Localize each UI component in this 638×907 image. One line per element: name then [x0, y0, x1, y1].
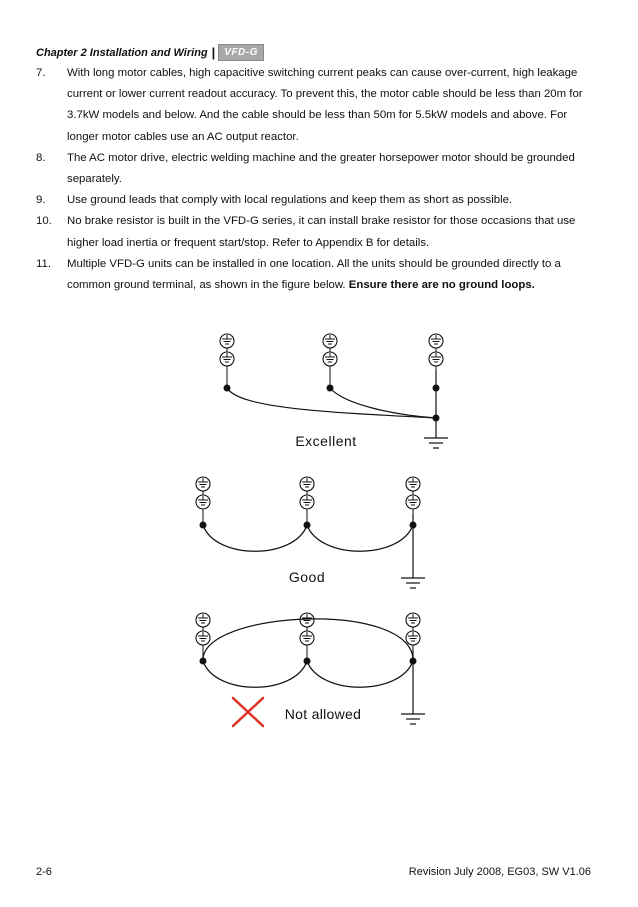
item-number: 7.	[36, 67, 46, 79]
ground-terminal-icon	[300, 477, 314, 514]
excellent-label: Excellent	[295, 433, 357, 449]
item-text: With long motor cables, high capacitive switching current peaks can cause over-current, high leakage current or lower current readout accuracy. To prevent this, the motor cable should be less than 20m for 3.7kW models and below. And the cable should be less than 50m for 5.5kW models and above. For longer motor cables use an AC output reactor.	[67, 67, 583, 143]
item-number: 10.	[36, 215, 52, 228]
diagram-good	[196, 477, 425, 588]
chapter-title: Chapter 2 Installation and Wiring	[36, 46, 208, 59]
ground-terminal-icon	[323, 334, 337, 371]
item-number: 11.	[36, 257, 51, 270]
item-text: The AC motor drive, electric welding machine and the greater horsepower motor should be grounded separately.	[67, 151, 575, 186]
item-text: Use ground leads that comply with local regulations and keep them as short as possible.	[67, 194, 513, 207]
diagram-excellent	[220, 334, 448, 449]
revision-info: Revision July 2008, EG03, SW V1.06	[408, 866, 591, 878]
ground-terminal-icon	[220, 334, 234, 371]
item-number: 9.	[36, 194, 46, 207]
item-text: Multiple VFD-G units can be installed in one location. All the units should be grounded directly to a common ground terminal, as shown in the figure below.	[67, 257, 561, 292]
page-number: 2-6	[36, 866, 52, 878]
not-allowed-label: Not allowed	[284, 706, 362, 722]
vfd-g-logo: VFD-G	[218, 44, 264, 61]
header-separator: |	[211, 45, 216, 60]
ground-terminal-icon	[196, 613, 210, 650]
cross-icon	[233, 698, 263, 726]
diagram-not-allowed	[196, 613, 425, 726]
item-number: 8.	[36, 151, 46, 164]
earth-ground-icon	[424, 438, 448, 448]
item-text: No brake resistor is built in the VFD-G series, it can install brake resistor for those occasions that use higher load inertia or frequent start/stop. Refer to Appendix B for details.	[67, 215, 576, 249]
earth-ground-icon	[401, 714, 425, 724]
ground-terminal-icon	[406, 477, 420, 514]
item-bold-text: Ensure there are no ground loops.	[348, 279, 535, 292]
ground-terminal-icon	[196, 477, 210, 514]
earth-ground-icon	[401, 578, 425, 588]
good-label: Good	[288, 569, 326, 585]
ground-terminal-icon	[429, 334, 443, 371]
